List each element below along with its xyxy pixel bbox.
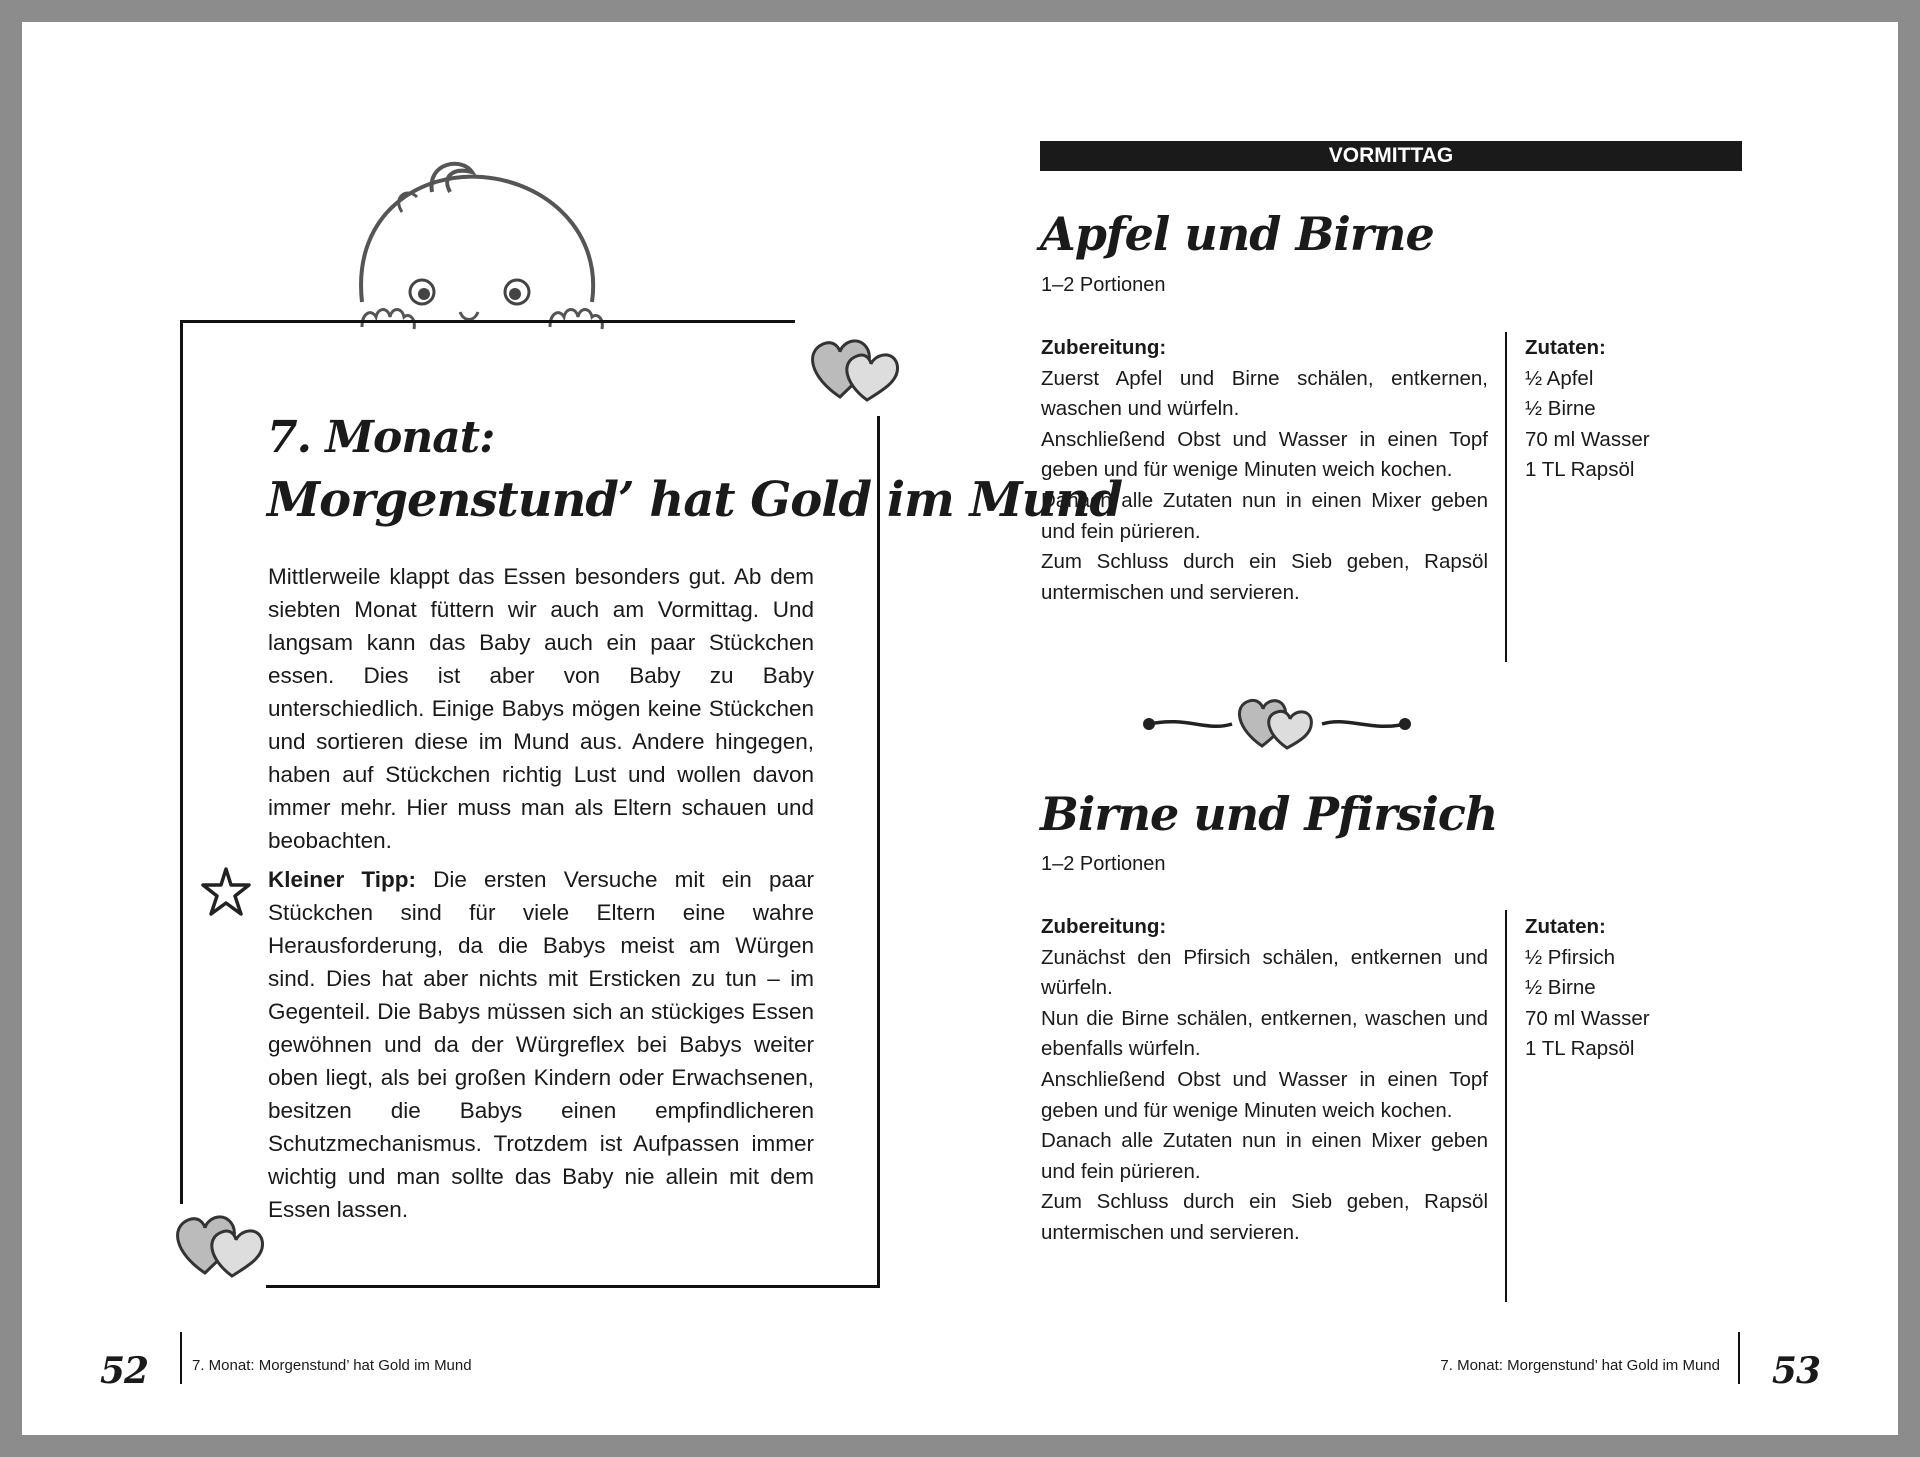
intro-paragraph: Mittlerweile klappt das Essen besonders gut. Ab dem siebten Monat füttern wir auch am Vormittag. Und langsam kann das Baby auch ein paar Stückchen essen. Dies ist aber von Baby zu Baby unterschiedlich. Einige Babys mögen keine Stückchen und sortieren diese im Mund aus. Andere hingegen, haben auf Stückchen richtig Lust und wollen davon immer mehr. Hier muss man als Eltern schauen und beobachten. <box>268 564 814 853</box>
frame-bottom-edge <box>266 1285 880 1288</box>
ingredients-heading: Zutaten: <box>1525 915 1606 938</box>
frame-right-edge <box>877 416 880 1287</box>
chapter-title-line2: Morgenstund’ hat Gold im Mund <box>267 472 1123 528</box>
recipe-title: Birne und Pfirsich <box>1040 787 1498 841</box>
page-number-right: 53 <box>1771 1350 1820 1392</box>
recipe-ingredients <box>1525 333 1725 486</box>
prep-step: Nun die Birne schälen, entkernen, waschen und ebenfalls würfeln. <box>1041 1006 1488 1061</box>
prep-step: Danach alle Zutaten nun in einen Mixer geben und fein pürieren. <box>1041 488 1488 543</box>
chapter-title-line1: 7. Monat: <box>267 412 495 463</box>
prep-step: Zum Schluss durch ein Sieb geben, Rapsöl untermischen und servieren. <box>1041 550 1488 604</box>
footer-separator <box>1738 1332 1740 1384</box>
recipe-preparation <box>1041 333 1488 608</box>
section-banner: VORMITTAG <box>1040 141 1742 171</box>
prep-step: Anschließend Obst und Wasser in einen Topf geben und für wenige Minuten weich kochen. <box>1041 1067 1488 1122</box>
prep-step: Anschließend Obst und Wasser in einen Topf geben und für wenige Minuten weich kochen. <box>1041 427 1488 482</box>
ingredient-item: ½ Apfel <box>1525 366 1594 390</box>
tip-paragraph <box>268 863 814 1226</box>
prep-step: Zunächst den Pfirsich schälen, entkernen und würfeln. <box>1041 945 1488 1000</box>
recipe-portions: 1–2 Portionen <box>1041 274 1166 296</box>
frame-left-edge <box>180 320 183 1204</box>
footer-running-title-right: 7. Monat: Morgenstund’ hat Gold im Mund <box>1440 1357 1720 1374</box>
ingredient-item: 1 TL Rapsöl <box>1525 1037 1635 1061</box>
double-heart-icon <box>805 322 915 412</box>
heart-divider-icon <box>1137 684 1417 754</box>
chapter-body <box>268 560 814 1232</box>
ingredient-item: ½ Birne <box>1525 397 1596 421</box>
column-separator <box>1505 910 1507 1302</box>
footer-running-title-left: 7. Monat: Morgenstund’ hat Gold im Mund <box>192 1357 472 1374</box>
ingredient-item: 1 TL Rapsöl <box>1525 458 1635 482</box>
frame-top-edge <box>180 320 795 323</box>
footer-separator <box>180 1332 182 1384</box>
ingredient-item: 70 ml Wasser <box>1525 427 1650 451</box>
prep-heading: Zubereitung: <box>1041 915 1167 938</box>
star-icon <box>199 865 253 919</box>
ingredients-heading: Zutaten: <box>1525 336 1606 359</box>
prep-step: Danach alle Zutaten nun in einen Mixer geben und fein pürieren. <box>1041 1129 1488 1183</box>
recipe-preparation <box>1041 912 1488 1249</box>
prep-heading: Zubereitung: <box>1041 336 1167 359</box>
double-heart-icon <box>170 1198 280 1288</box>
recipe-ingredients <box>1525 912 1725 1065</box>
prep-step: Zum Schluss durch ein Sieb geben, Rapsöl untermischen und servieren. <box>1041 1190 1488 1244</box>
book-spread <box>22 22 1898 1435</box>
tip-label: Kleiner Tipp: <box>268 867 416 892</box>
recipe-title: Apfel und Birne <box>1040 207 1434 261</box>
ingredient-item: ½ Pfirsich <box>1525 945 1615 969</box>
prep-step: Zuerst Apfel und Birne schälen, entkernen, waschen und würfeln. <box>1041 366 1488 421</box>
ingredient-item: 70 ml Wasser <box>1525 1006 1650 1030</box>
baby-peeking-icon <box>332 152 632 362</box>
ingredient-item: ½ Birne <box>1525 976 1596 1000</box>
tip-text: Die ersten Versuche mit ein paar Stückchen sind für viele Eltern eine wahre Herausforderung, da die Babys meist am Würgen sind. Dies hat aber nichts mit Ersticken zu tun – im Gegenteil. Die Babys müssen sich an stückiges Essen gewöhnen und da der Würgreflex bei Babys weiter oben liegt, als bei großen Kindern oder Erwachsenen, besitzen die Babys einen empfindlicheren Schutzmechanismus. Trotzdem ist Aufpassen immer wichtig und man sollte das Baby nie allein mit dem Essen lassen. <box>268 867 814 1222</box>
recipe-portions: 1–2 Portionen <box>1041 853 1166 875</box>
page-number-left: 52 <box>100 1350 149 1392</box>
column-separator <box>1505 332 1507 662</box>
